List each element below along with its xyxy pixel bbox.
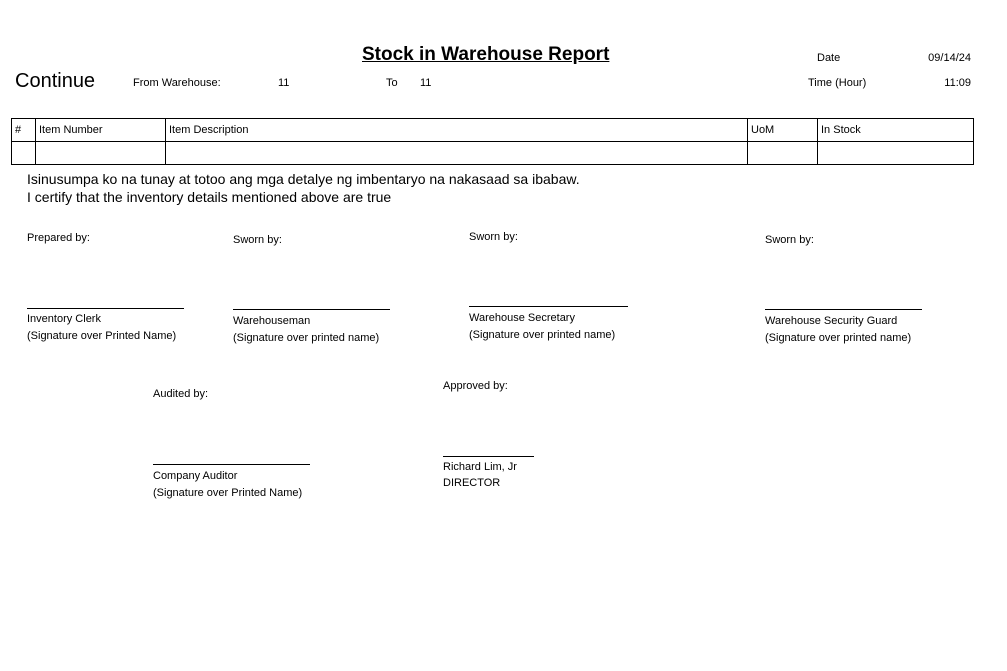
approved-by-heading: Approved by:	[443, 380, 508, 392]
audited-note: (Signature over Printed Name)	[153, 487, 303, 499]
from-warehouse-value: 11	[278, 77, 290, 89]
sworn2-note: (Signature over printed name)	[469, 329, 616, 341]
stock-table	[11, 118, 974, 165]
to-label: To	[386, 77, 398, 89]
sworn2-heading: Sworn by:	[469, 231, 518, 243]
col-in-stock: In Stock	[818, 119, 974, 142]
prepared-by-heading: Prepared by:	[27, 232, 90, 244]
audited-role: Company Auditor	[153, 470, 238, 482]
cell-number	[12, 142, 36, 165]
sworn1-heading: Sworn by:	[233, 234, 282, 246]
table-header-row	[12, 119, 974, 142]
certification-english: I certify that the inventory details mentioned above are true	[27, 189, 392, 205]
continue-label: Continue	[15, 70, 96, 92]
col-number: #	[12, 119, 36, 142]
audited-signature-line	[153, 464, 310, 465]
sworn1-note: (Signature over printed name)	[233, 332, 380, 344]
cell-item-description	[166, 142, 748, 165]
prepared-note: (Signature over Printed Name)	[27, 330, 177, 342]
sworn3-note: (Signature over printed name)	[765, 332, 912, 344]
cell-in-stock	[818, 142, 974, 165]
table-row	[12, 142, 974, 165]
sworn3-role: Warehouse Security Guard	[765, 315, 898, 327]
col-item-description: Item Description	[166, 119, 748, 142]
audited-by-heading: Audited by:	[153, 388, 209, 400]
date-label: Date	[817, 52, 841, 64]
prepared-role: Inventory Clerk	[27, 313, 101, 325]
approved-title: DIRECTOR	[443, 477, 501, 489]
col-uom: UoM	[748, 119, 818, 142]
sworn1-signature-line	[233, 309, 390, 310]
date-value: 09/14/24	[928, 52, 971, 64]
sworn1-role: Warehouseman	[233, 315, 311, 327]
cell-uom	[748, 142, 818, 165]
sworn3-signature-line	[765, 309, 922, 310]
sworn3-heading: Sworn by:	[765, 234, 814, 246]
time-label: Time (Hour)	[808, 77, 867, 89]
from-warehouse-label: From Warehouse:	[133, 77, 221, 89]
prepared-signature-line	[27, 308, 184, 309]
sworn2-role: Warehouse Secretary	[469, 312, 575, 324]
col-item-number: Item Number	[36, 119, 166, 142]
approved-signature-line	[443, 456, 534, 457]
approved-name: Richard Lim, Jr	[443, 461, 517, 473]
sworn2-signature-line	[469, 306, 628, 307]
time-value: 11:09	[944, 77, 971, 89]
to-value: 11	[420, 77, 432, 89]
report-title: Stock in Warehouse Report	[362, 44, 610, 65]
certification-tagalog: Isinusumpa ko na tunay at totoo ang mga detalye ng imbentaryo na nakasaad sa ibabaw.	[27, 171, 580, 187]
cell-item-number	[36, 142, 166, 165]
